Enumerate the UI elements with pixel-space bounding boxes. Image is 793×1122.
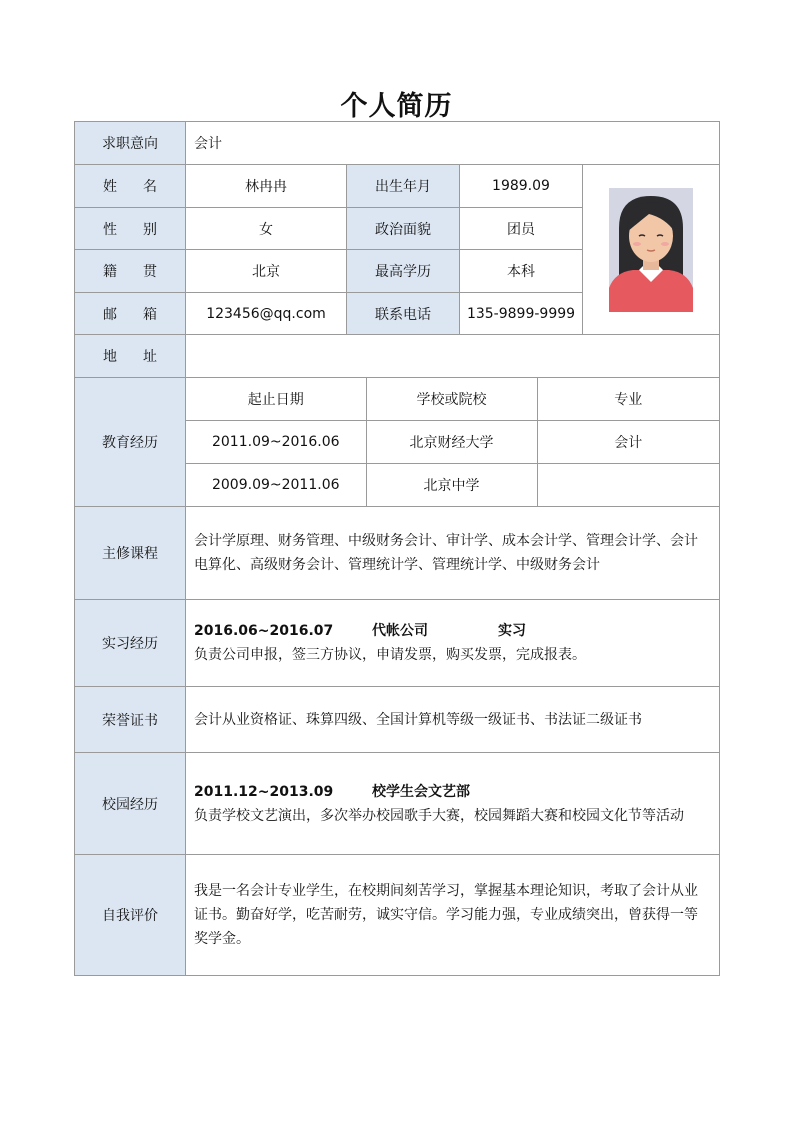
campus-desc: 负责学校文艺演出，多次举办校园歌手大赛，校园舞蹈大赛和校园文化节等活动 bbox=[194, 807, 684, 824]
campus-org: 校学生会文艺部 bbox=[372, 783, 470, 800]
education-header-period: 起止日期 bbox=[186, 378, 366, 421]
honors-label: 荣誉证书 bbox=[75, 687, 186, 753]
address-value bbox=[186, 335, 720, 378]
self-eval-text: 我是一名会计专业学生，在校期间刻苦学习，掌握基本理论知识，考取了会计从业证书。勤奋好学，吃苦耐劳，诚实守信。学习能力强，专业成绩突出，曾获得一等奖学金。 bbox=[194, 883, 698, 947]
education-row bbox=[186, 464, 719, 507]
hometown-value: 北京 bbox=[186, 250, 347, 293]
self-eval-cell bbox=[186, 855, 720, 976]
education-row bbox=[186, 421, 719, 464]
row-name bbox=[75, 165, 720, 208]
politics-label: 政治面貌 bbox=[347, 208, 460, 250]
courses-text: 会计学原理、财务管理、中级财务会计、审计学、成本会计学、管理会计学、会计电算化、高级财务会计、管理统计学、管理统计学、中级财务会计 bbox=[194, 533, 698, 573]
education-header-school: 学校或院校 bbox=[366, 378, 537, 421]
phone-value: 135-9899-9999 bbox=[460, 293, 583, 335]
birth-label: 出生年月 bbox=[347, 165, 460, 208]
education-label: 教育经历 bbox=[75, 378, 186, 507]
degree-label: 最高学历 bbox=[347, 250, 460, 293]
email-value: 123456@qq.com bbox=[186, 293, 347, 335]
avatar-portrait-icon bbox=[609, 188, 693, 312]
row-campus bbox=[75, 753, 720, 855]
politics-value: 团员 bbox=[460, 208, 583, 250]
phone-label: 联系电话 bbox=[347, 293, 460, 335]
campus-label: 校园经历 bbox=[75, 753, 186, 855]
courses-label: 主修课程 bbox=[75, 507, 186, 600]
gender-value: 女 bbox=[186, 208, 347, 250]
internship-cell bbox=[186, 600, 720, 687]
education-table bbox=[186, 378, 719, 506]
row-address bbox=[75, 335, 720, 378]
degree-value: 本科 bbox=[460, 250, 583, 293]
education-school: 北京财经大学 bbox=[366, 421, 537, 464]
education-header-major: 专业 bbox=[537, 378, 719, 421]
courses-cell bbox=[186, 507, 720, 600]
row-courses bbox=[75, 507, 720, 600]
internship-heading bbox=[194, 619, 711, 643]
row-education bbox=[75, 378, 720, 507]
self-eval-label: 自我评价 bbox=[75, 855, 186, 976]
row-self-eval bbox=[75, 855, 720, 976]
page-title: 个人简历 bbox=[340, 91, 453, 122]
address-label: 地 址 bbox=[75, 335, 186, 378]
photo-cell bbox=[583, 165, 720, 335]
education-school: 北京中学 bbox=[366, 464, 537, 507]
hometown-label: 籍 贯 bbox=[75, 250, 186, 293]
gender-label: 性 别 bbox=[75, 208, 186, 250]
honors-cell bbox=[186, 687, 720, 753]
campus-period: 2011.12~2013.09 bbox=[194, 783, 334, 800]
internship-desc: 负责公司申报，签三方协议，申请发票，购买发票，完成报表。 bbox=[194, 647, 586, 663]
name-label: 姓 名 bbox=[75, 165, 186, 208]
row-job-intent bbox=[75, 122, 720, 165]
internship-period: 2016.06~2016.07 bbox=[194, 623, 334, 639]
honors-text: 会计从业资格证、珠算四级、全国计算机等级一级证书、书法证二级证书 bbox=[194, 711, 642, 728]
job-intent-value: 会计 bbox=[186, 122, 720, 165]
internship-company: 代帐公司 bbox=[372, 623, 428, 639]
education-period: 2011.09~2016.06 bbox=[186, 421, 366, 464]
internship-label: 实习经历 bbox=[75, 600, 186, 687]
job-intent-label: 求职意向 bbox=[75, 122, 186, 165]
email-label: 邮 箱 bbox=[75, 293, 186, 335]
education-header-row bbox=[186, 378, 719, 421]
birth-value: 1989.09 bbox=[460, 165, 583, 208]
resume-table bbox=[74, 121, 720, 976]
education-cell bbox=[186, 378, 720, 507]
campus-cell bbox=[186, 753, 720, 855]
education-major bbox=[537, 464, 719, 507]
row-internship bbox=[75, 600, 720, 687]
education-major: 会计 bbox=[537, 421, 719, 464]
campus-heading bbox=[194, 780, 711, 804]
education-period: 2009.09~2011.06 bbox=[186, 464, 366, 507]
internship-role: 实习 bbox=[498, 623, 526, 639]
row-honors bbox=[75, 687, 720, 753]
name-value: 林冉冉 bbox=[186, 165, 347, 208]
